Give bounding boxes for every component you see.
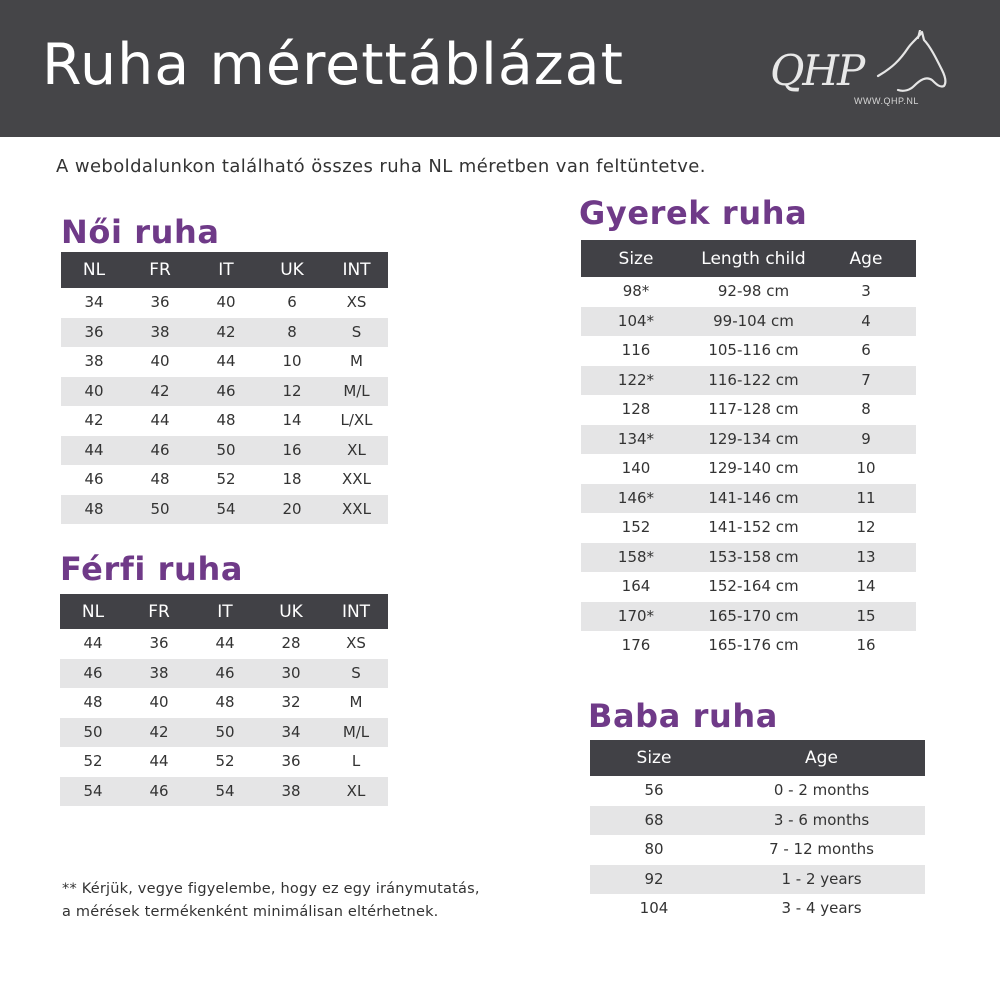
table-cell: 99-104 cm — [691, 307, 816, 337]
table-row — [581, 602, 916, 632]
table-cell: 16 — [816, 631, 916, 661]
table-cell: 8 — [259, 318, 325, 348]
table-row — [590, 806, 925, 836]
table-row — [581, 543, 916, 573]
table-row — [590, 894, 925, 924]
table-row — [581, 336, 916, 366]
table-cell: 141-146 cm — [691, 484, 816, 514]
baby-column-header: Age — [718, 740, 925, 776]
table-cell: 152 — [581, 513, 691, 543]
table-cell: 42 — [61, 406, 127, 436]
women-column-header: IT — [193, 252, 259, 288]
table-row — [581, 395, 916, 425]
table-row — [581, 366, 916, 396]
table-cell: 11 — [816, 484, 916, 514]
table-row — [60, 688, 388, 718]
table-cell: XXL — [325, 495, 388, 525]
table-cell: 98* — [581, 277, 691, 307]
table-cell: 1 - 2 years — [718, 865, 925, 895]
table-cell: L/XL — [325, 406, 388, 436]
table-cell: 46 — [126, 777, 192, 807]
men-column-header: INT — [324, 594, 388, 629]
table-cell: S — [324, 659, 388, 689]
table-cell: 48 — [193, 406, 259, 436]
kids-column-header: Size — [581, 240, 691, 277]
table-cell: S — [325, 318, 388, 348]
table-cell: L — [324, 747, 388, 777]
table-cell: 3 — [816, 277, 916, 307]
table-cell: 116-122 cm — [691, 366, 816, 396]
table-cell: 38 — [127, 318, 193, 348]
women-column-header: INT — [325, 252, 388, 288]
table-cell: 116 — [581, 336, 691, 366]
table-cell: 7 - 12 months — [718, 835, 925, 865]
table-cell: 165-170 cm — [691, 602, 816, 632]
table-cell: 48 — [60, 688, 126, 718]
logo-url: WWW.QHP.NL — [854, 96, 919, 106]
qhp-logo — [766, 30, 956, 110]
table-cell: 122* — [581, 366, 691, 396]
table-cell: 40 — [126, 688, 192, 718]
table-cell: 6 — [816, 336, 916, 366]
table-cell: 44 — [192, 629, 258, 659]
men-column-header: FR — [126, 594, 192, 629]
table-row — [61, 347, 388, 377]
table-cell: 3 - 4 years — [718, 894, 925, 924]
men-column-header: NL — [60, 594, 126, 629]
table-cell: 9 — [816, 425, 916, 455]
table-cell: 46 — [61, 465, 127, 495]
table-row — [581, 484, 916, 514]
table-cell: 34 — [258, 718, 324, 748]
table-cell: 152-164 cm — [691, 572, 816, 602]
table-row — [61, 465, 388, 495]
table-cell: 48 — [61, 495, 127, 525]
table-row — [60, 659, 388, 689]
table-row — [581, 631, 916, 661]
table-row — [581, 277, 916, 307]
table-cell: 44 — [60, 629, 126, 659]
table-cell: 134* — [581, 425, 691, 455]
table-cell: 12 — [816, 513, 916, 543]
table-cell: 30 — [258, 659, 324, 689]
table-cell: 170* — [581, 602, 691, 632]
table-cell: XL — [325, 436, 388, 466]
table-cell: 141-152 cm — [691, 513, 816, 543]
table-cell: 36 — [258, 747, 324, 777]
table-row — [61, 495, 388, 525]
table-cell: 68 — [590, 806, 718, 836]
women-size-table — [61, 252, 388, 524]
table-cell: 40 — [193, 288, 259, 318]
table-cell: 46 — [193, 377, 259, 407]
table-cell: 34 — [61, 288, 127, 318]
table-cell: 14 — [816, 572, 916, 602]
table-cell: 40 — [61, 377, 127, 407]
table-cell: 46 — [127, 436, 193, 466]
men-size-table — [60, 594, 388, 806]
table-row — [581, 572, 916, 602]
table-row — [590, 835, 925, 865]
table-cell: 129-140 cm — [691, 454, 816, 484]
table-cell: M/L — [324, 718, 388, 748]
table-cell: 12 — [259, 377, 325, 407]
table-cell: 18 — [259, 465, 325, 495]
table-cell: 10 — [259, 347, 325, 377]
baby-column-header: Size — [590, 740, 718, 776]
table-cell: 54 — [193, 495, 259, 525]
table-cell: 42 — [127, 377, 193, 407]
intro-text: A weboldalunkon található összes ruha NL méretben van feltüntetve. — [56, 156, 706, 177]
table-cell: 36 — [127, 288, 193, 318]
women-column-header: UK — [259, 252, 325, 288]
table-cell: 14 — [259, 406, 325, 436]
logo-text: QHP — [770, 46, 864, 95]
footnote-line-2: a mérések termékenként minimálisan eltérhetnek. — [62, 904, 439, 920]
table-cell: 153-158 cm — [691, 543, 816, 573]
table-cell: 20 — [259, 495, 325, 525]
table-cell: 50 — [127, 495, 193, 525]
table-row — [61, 436, 388, 466]
table-cell: 165-176 cm — [691, 631, 816, 661]
table-cell: 54 — [192, 777, 258, 807]
table-cell: 3 - 6 months — [718, 806, 925, 836]
baby-section-title: Baba ruha — [588, 697, 778, 735]
table-cell: 44 — [126, 747, 192, 777]
table-cell: 158* — [581, 543, 691, 573]
page-title: Ruha mérettáblázat — [42, 32, 624, 98]
table-row — [61, 318, 388, 348]
horse-head-icon — [874, 30, 954, 100]
table-cell: 164 — [581, 572, 691, 602]
table-cell: 8 — [816, 395, 916, 425]
table-cell: 36 — [126, 629, 192, 659]
table-cell: 40 — [127, 347, 193, 377]
table-cell: 92 — [590, 865, 718, 895]
table-cell: 6 — [259, 288, 325, 318]
table-cell: 44 — [61, 436, 127, 466]
table-cell: 28 — [258, 629, 324, 659]
men-column-header: UK — [258, 594, 324, 629]
women-column-header: FR — [127, 252, 193, 288]
table-cell: 52 — [192, 747, 258, 777]
table-cell: 7 — [816, 366, 916, 396]
table-row — [581, 454, 916, 484]
kids-size-table — [581, 240, 916, 661]
table-cell: XS — [325, 288, 388, 318]
table-cell: 38 — [258, 777, 324, 807]
table-row — [581, 425, 916, 455]
table-cell: 92-98 cm — [691, 277, 816, 307]
kids-column-header: Length child — [691, 240, 816, 277]
table-cell: 16 — [259, 436, 325, 466]
table-cell: 38 — [126, 659, 192, 689]
table-cell: 10 — [816, 454, 916, 484]
table-cell: 80 — [590, 835, 718, 865]
table-cell: XS — [324, 629, 388, 659]
table-cell: 46 — [60, 659, 126, 689]
table-row — [61, 377, 388, 407]
table-cell: 105-116 cm — [691, 336, 816, 366]
table-cell: M — [324, 688, 388, 718]
women-column-header: NL — [61, 252, 127, 288]
table-cell: 50 — [193, 436, 259, 466]
table-cell: 176 — [581, 631, 691, 661]
table-cell: 48 — [192, 688, 258, 718]
table-cell: 44 — [193, 347, 259, 377]
women-section-title: Női ruha — [61, 213, 220, 251]
table-cell: 44 — [127, 406, 193, 436]
men-section-title: Férfi ruha — [60, 550, 244, 588]
table-cell: 42 — [126, 718, 192, 748]
table-cell: 146* — [581, 484, 691, 514]
table-row — [61, 288, 388, 318]
table-row — [581, 513, 916, 543]
table-cell: 0 - 2 months — [718, 776, 925, 806]
header-bar — [0, 0, 1000, 137]
table-cell: 129-134 cm — [691, 425, 816, 455]
baby-size-table — [590, 740, 925, 924]
men-column-header: IT — [192, 594, 258, 629]
table-cell: 50 — [192, 718, 258, 748]
table-row — [60, 629, 388, 659]
table-row — [60, 718, 388, 748]
kids-section-title: Gyerek ruha — [579, 194, 808, 232]
table-cell: 104 — [590, 894, 718, 924]
table-cell: 42 — [193, 318, 259, 348]
table-cell: 52 — [193, 465, 259, 495]
table-cell: 128 — [581, 395, 691, 425]
table-cell: 104* — [581, 307, 691, 337]
table-cell: 46 — [192, 659, 258, 689]
footnote-line-1: ** Kérjük, vegye figyelembe, hogy ez egy iránymutatás, — [62, 881, 480, 897]
table-row — [60, 777, 388, 807]
table-cell: 48 — [127, 465, 193, 495]
table-cell: 15 — [816, 602, 916, 632]
table-cell: XXL — [325, 465, 388, 495]
table-cell: XL — [324, 777, 388, 807]
table-cell: 13 — [816, 543, 916, 573]
table-row — [60, 747, 388, 777]
table-row — [590, 865, 925, 895]
table-row — [590, 776, 925, 806]
table-cell: 36 — [61, 318, 127, 348]
table-row — [61, 406, 388, 436]
table-cell: 38 — [61, 347, 127, 377]
table-cell: 117-128 cm — [691, 395, 816, 425]
table-cell: M — [325, 347, 388, 377]
table-cell: 4 — [816, 307, 916, 337]
table-cell: 32 — [258, 688, 324, 718]
table-cell: 50 — [60, 718, 126, 748]
footnote — [62, 878, 480, 924]
table-cell: 54 — [60, 777, 126, 807]
table-row — [581, 307, 916, 337]
kids-column-header: Age — [816, 240, 916, 277]
table-cell: 140 — [581, 454, 691, 484]
table-cell: 56 — [590, 776, 718, 806]
table-cell: M/L — [325, 377, 388, 407]
table-cell: 52 — [60, 747, 126, 777]
